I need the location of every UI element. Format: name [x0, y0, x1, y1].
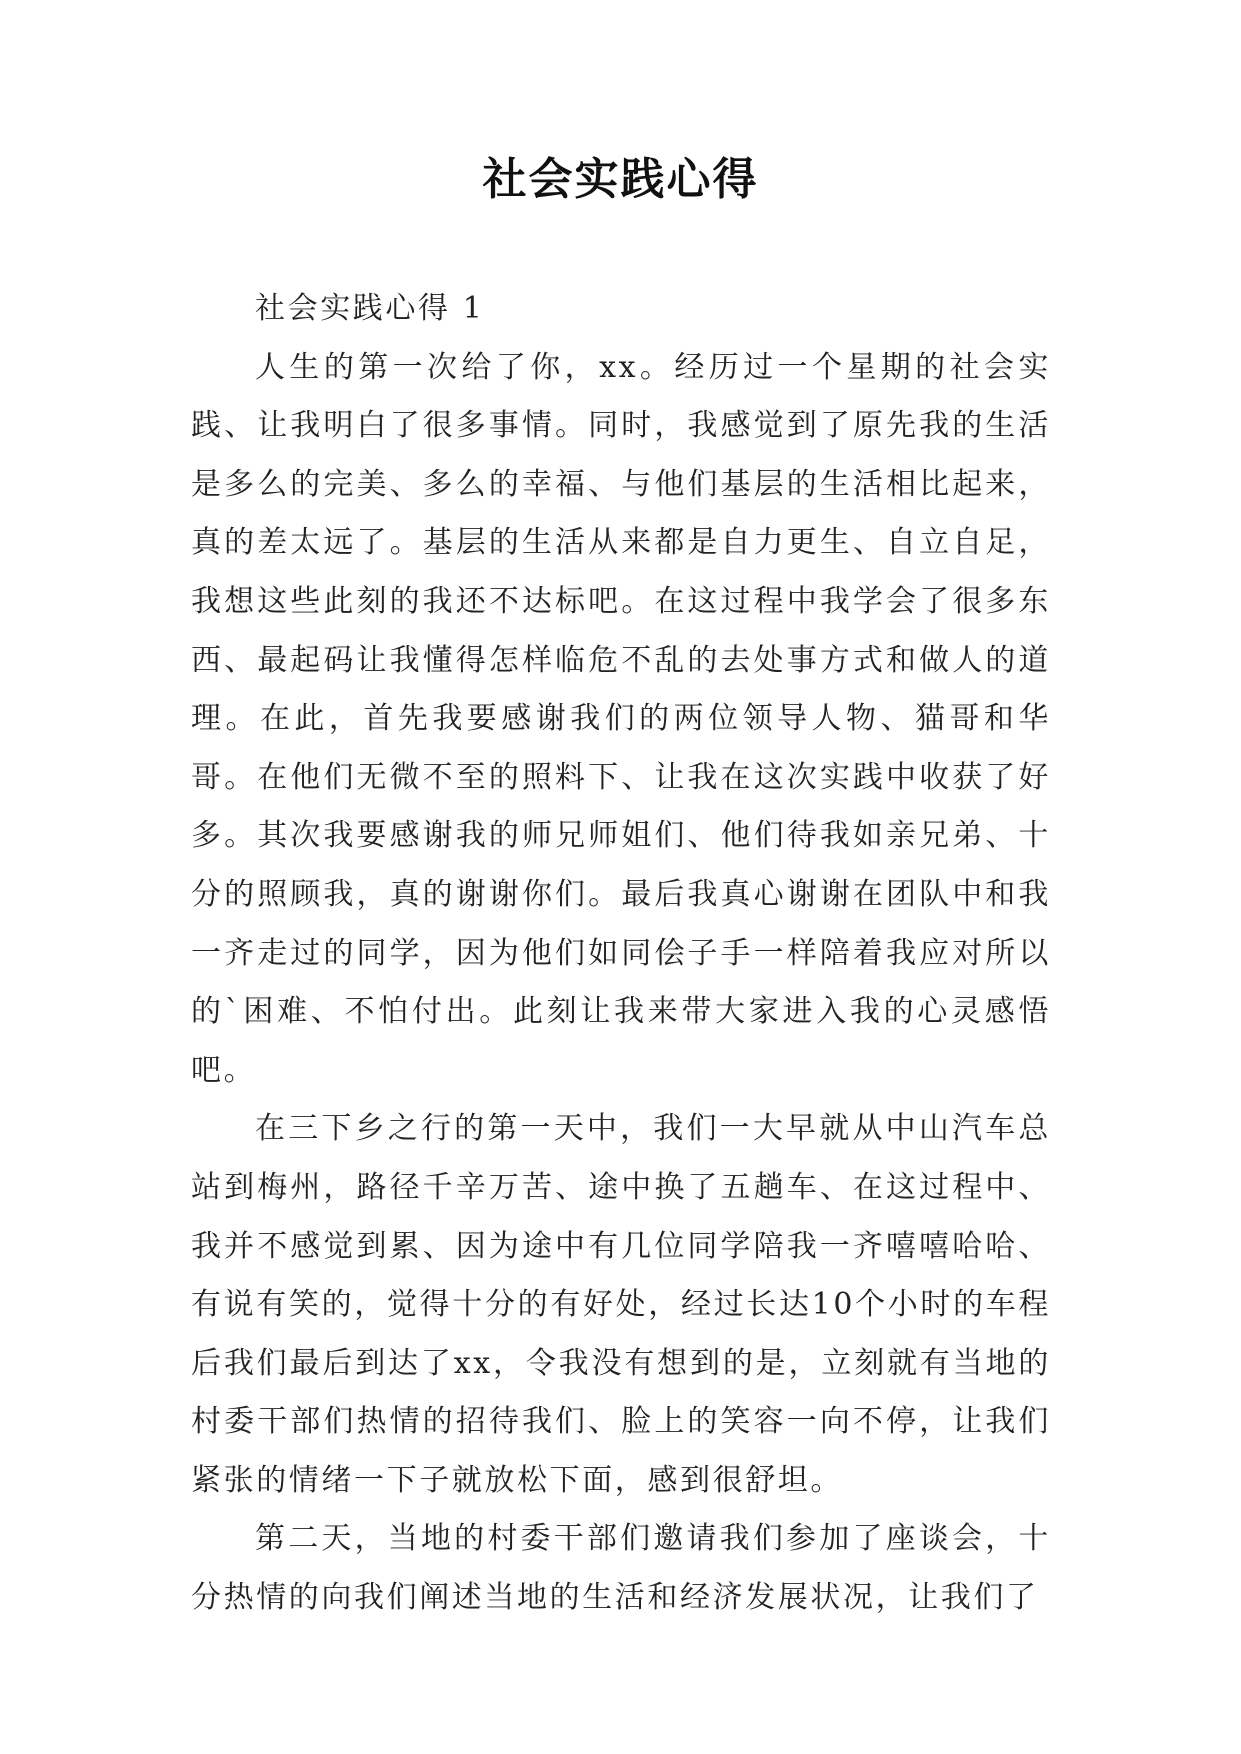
- paragraph-2: 在三下乡之行的第一天中，我们一大早就从中山汽车总站到梅州，路径千辛万苦、途中换了五趟车、在这过程中、我并不感觉到累、因为途中有几位同学陪我一齐嘻嘻哈哈、有说有笑的，觉得十分的有好处，经过长达10个小时的车程后我们最后到达了xx，令我没有想到的是，立刻就有当地的村委干部们热情的招待我们、脸上的笑容一向不停，让我们紧张的情绪一下子就放松下面，感到很舒坦。: [191, 1111, 1051, 1498]
- document-title: 社会实践心得: [482, 154, 759, 205]
- paragraph-3: 第二天，当地的村委干部们邀请我们参加了座谈会，十分热情的向我们阐述当地的生活和经济发展状况，让我们了: [191, 1521, 1051, 1616]
- paragraph-1: 人生的第一次给了你，xx。经历过一个星期的社会实践、让我明白了很多事情。同时，我感觉到了原先我的生活是多么的完美、多么的幸福、与他们基层的生活相比起来，真的差太远了。基层的生活从来都是自力更生、自立自足，我想这些此刻的我还不达标吧。在这过程中我学会了很多东西、最起码让我懂得怎样临危不乱的去处事方式和做人的道理。在此，首先我要感谢我们的两位领导人物、猫哥和华哥。在他们无微不至的照料下、让我在这次实践中收获了好多。其次我要感谢我的师兄师姐们、他们待我如亲兄弟、十分的照顾我，真的谢谢你们。最后我真心谢谢在团队中和我一齐走过的同学，因为他们如同侩子手一样陪着我应对所以的`困难、不怕付出。此刻让我来带大家进入我的心灵感悟吧。: [191, 349, 1051, 1088]
- section-heading: 社会实践心得 1: [255, 291, 485, 326]
- document-body: [191, 280, 1051, 1628]
